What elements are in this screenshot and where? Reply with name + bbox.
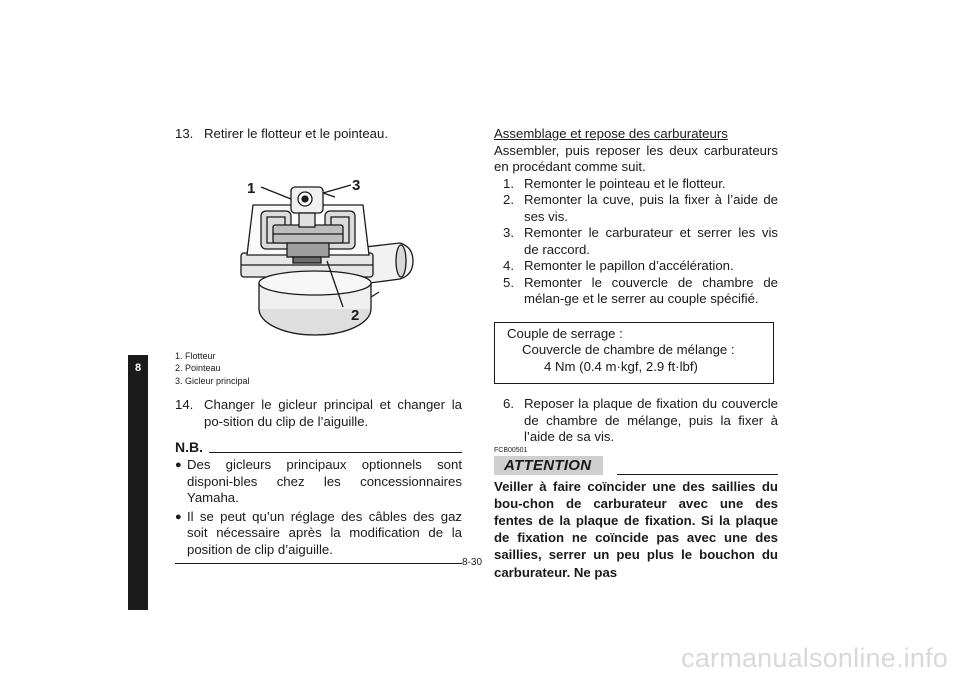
bullet-dot-icon: ● <box>175 510 182 523</box>
attention-badge: ATTENTION <box>494 456 603 475</box>
attention-rule <box>617 474 778 475</box>
carburetor-illustration <box>175 157 462 347</box>
step-2 <box>494 192 778 225</box>
nb-end-rule <box>175 563 462 564</box>
torque-value: 4 Nm (0.4 m·kgf, 2.9 ft·lbf) <box>544 358 698 374</box>
step-1 <box>494 176 778 193</box>
caption-pointeau: 2. Pointeau <box>175 363 221 373</box>
nb-bullet-1 <box>175 457 462 507</box>
nb-rule <box>209 452 462 453</box>
step-1-number: 1. <box>503 175 514 191</box>
step-5-text: Remonter le couvercle de chambre de mélan-ge et le serrer au couple spécifié. <box>524 274 778 306</box>
nb-title: N.B. <box>175 439 203 455</box>
caption-gicleur: 3. Gicleur principal <box>175 375 250 386</box>
nb-bullet-2 <box>175 509 462 559</box>
chapter-tab-number: 8 <box>134 362 142 374</box>
chapter-tab <box>128 355 148 610</box>
step-13-text: Retirer le flotteur et le pointeau. <box>204 126 388 141</box>
step-2-number: 2. <box>503 192 514 207</box>
right-column <box>494 126 778 581</box>
figure-label-2: 2 <box>351 306 360 324</box>
intro-paragraph: Assembler, puis reposer les deux carburateurs en procédant comme suit. <box>494 142 778 174</box>
torque-part: Couvercle de chambre de mélange : <box>522 342 735 357</box>
step-1-text: Remonter le pointeau et le flotteur. <box>524 175 726 191</box>
nb-header <box>175 440 462 455</box>
step-3-number: 3. <box>503 225 514 240</box>
left-column <box>175 126 462 564</box>
section-heading: Assemblage et repose des carburateurs <box>494 126 728 141</box>
step-6 <box>494 396 778 446</box>
step-6-text: Reposer la plaque de fixation du couvercle de chambre de mélange, puis la fixer à l’aide de sa vis. <box>524 396 778 444</box>
bullet-dot-icon: ● <box>175 459 182 471</box>
step-5-number: 5. <box>503 274 514 290</box>
step-2-text: Remonter la cuve, puis la fixer à l’aide de ses vis. <box>524 192 778 224</box>
torque-spec-box <box>494 322 774 385</box>
step-14 <box>175 397 462 430</box>
caption-flotteur: 1. Flotteur <box>175 350 216 361</box>
step-4-text: Remonter le papillon d’accélération. <box>524 258 734 273</box>
step-3-text: Remonter le carburateur et serrer les vis de raccord. <box>524 225 778 257</box>
step-13 <box>175 126 462 143</box>
torque-title: Couple de serrage : <box>507 325 623 341</box>
nb-bullet-1-text: Des gicleurs principaux optionnels sont disponi-bles chez les concessionnaires Yamaha. <box>187 457 462 505</box>
step-3 <box>494 225 778 258</box>
attention-header <box>494 456 778 475</box>
step-14-text: Changer le gicleur principal et changer la po-sition du clip de l’aiguille. <box>204 397 462 429</box>
step-6-number: 6. <box>503 396 514 411</box>
step-13-number: 13. <box>175 126 194 141</box>
figure-label-1: 1 <box>247 179 256 197</box>
step-4 <box>494 258 778 275</box>
step-5 <box>494 275 778 308</box>
step-4-number: 4. <box>503 258 514 273</box>
carburetor-figure <box>175 157 462 347</box>
figure-label-3: 3 <box>352 176 361 194</box>
page-number: 8-30 <box>462 557 483 568</box>
attention-text: Veiller à faire coïncider une des saillies du bou-chon de carburateur avec une des fentes de la plaque de fixation. Si la plaque de fixation ne coïncide pas avec une des saillies, serrer un peu plus le bouchon du carburateur. Ne pas <box>494 478 778 580</box>
figure-captions <box>175 351 462 388</box>
attention-code: FCB00501 <box>494 446 528 454</box>
watermark: carmanualsonline.info <box>681 643 948 673</box>
step-14-number: 14. <box>175 397 194 412</box>
nb-bullet-2-text: Il se peut qu’un réglage des câbles des gaz soit nécessaire après la modification de la position de clip d’aiguille. <box>187 508 462 557</box>
